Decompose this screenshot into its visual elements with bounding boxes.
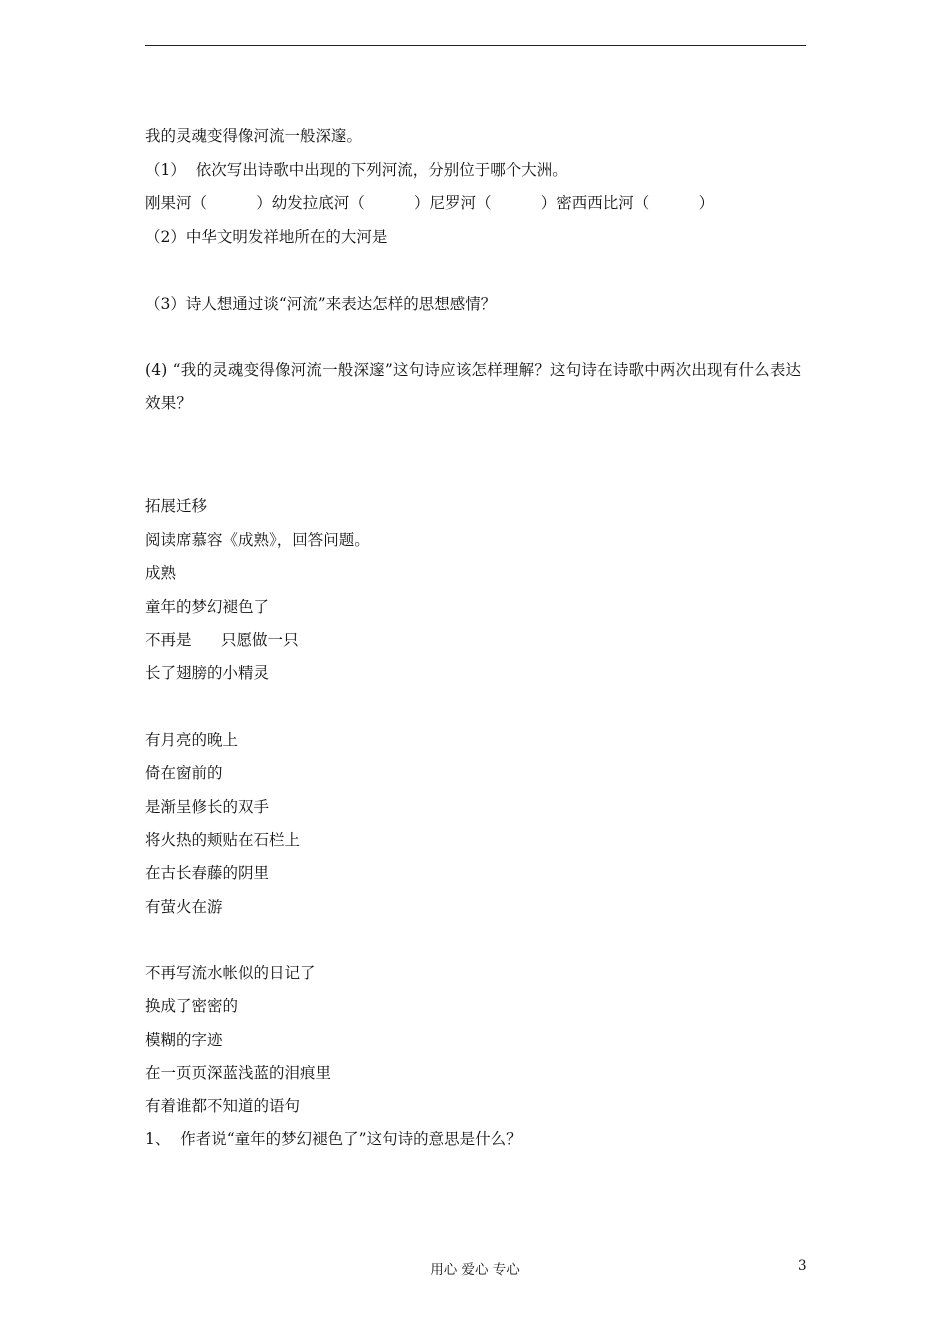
header-rule xyxy=(145,45,806,46)
poem-line: 童年的梦幻褪色了 xyxy=(145,598,270,616)
question-3: （3）诗人想通过谈“河流”来表达怎样的思想感情？ xyxy=(145,295,497,313)
poem-line: 模糊的字迹 xyxy=(145,1031,223,1049)
question-4: (4) “我的灵魂变得像河流一般深邃”这句诗应该怎样理解？这句诗在诗歌中两次出现有什么表达效果？ xyxy=(145,361,802,412)
poem-line: 不再写流水帐似的日记了 xyxy=(145,964,316,982)
poem-line: 不再是 只愿做一只 xyxy=(145,631,299,649)
poem-line: 将火热的颊贴在石栏上 xyxy=(145,831,301,849)
poem-line: 换成了密密的 xyxy=(145,997,239,1015)
question-1: （1） 依次写出诗歌中出现的下列河流，分别位于哪个大洲。 xyxy=(145,161,568,179)
poem-line: 是渐呈修长的双手 xyxy=(145,798,270,816)
page-footer: 用心 爱心 专心 xyxy=(430,1262,520,1278)
section-heading: 拓展迁移 xyxy=(145,497,208,515)
question-2: （2）中华文明发祥地所在的大河是 xyxy=(145,228,388,246)
followup-question-1: 1、 作者说“童年的梦幻褪色了”这句诗的意思是什么？ xyxy=(145,1130,522,1148)
poem-title: 成熟 xyxy=(145,564,177,582)
poem-line: 我的灵魂变得像河流一般深邃。 xyxy=(145,127,363,145)
reading-instruction: 阅读席慕容《成熟》，回答问题。 xyxy=(145,531,370,549)
poem-line: 在一页页深蓝浅蓝的泪痕里 xyxy=(145,1064,332,1082)
poem-line: 在古长春藤的阴里 xyxy=(145,864,270,882)
page-number: 3 xyxy=(798,1258,807,1274)
poem-line: 有月亮的晚上 xyxy=(145,731,239,749)
poem-line: 有萤火在游 xyxy=(145,898,223,916)
poem-line: 有着谁都不知道的语句 xyxy=(145,1097,301,1115)
poem-line: 倚在窗前的 xyxy=(145,764,223,782)
poem-line: 长了翅膀的小精灵 xyxy=(145,664,270,682)
question-1-blanks: 刚果河（ ）幼发拉底河（ ）尼罗河（ ）密西西比河（ ） xyxy=(145,194,715,212)
